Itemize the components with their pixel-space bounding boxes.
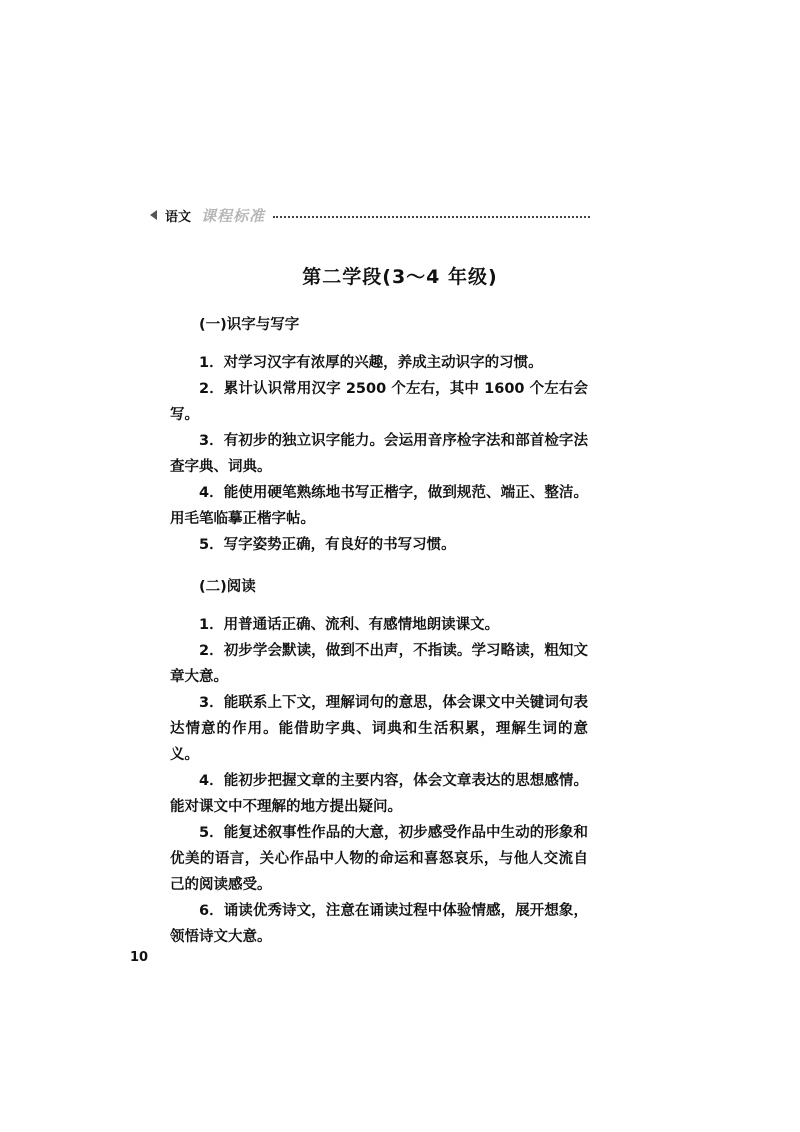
- section-literacy-writing: [170, 312, 588, 558]
- page-title: 第二学段(3～4 年级): [302, 266, 498, 288]
- running-header: [150, 204, 590, 226]
- header-dotted-rule: [273, 216, 590, 218]
- list-item: 1．用普通话正确、流利、有感情地朗读课文。: [199, 617, 500, 633]
- triangle-left-icon: [150, 210, 157, 220]
- header-series-title: 课程标准: [201, 206, 266, 225]
- section-heading: (一)识字与写字: [199, 317, 300, 333]
- list-item: 3．有初步的独立识字能力。会运用音序检字法和部首检字法查字典、词典。: [170, 433, 588, 475]
- header-subject: 语文: [165, 209, 192, 225]
- list-item: 4．能初步把握文章的主要内容，体会文章表达的思想感情。能对课文中不理解的地方提出疑问。: [170, 773, 588, 815]
- section-heading: (二)阅读: [199, 579, 256, 595]
- body-content: [170, 312, 588, 966]
- list-item: 5．写字姿势正确，有良好的书写习惯。: [199, 537, 456, 553]
- list-item: 2．初步学会默读，做到不出声，不指读。学习略读，粗知文章大意。: [170, 643, 588, 685]
- list-item: 2．累计认识常用汉字 2500 个左右，其中 1600 个左右会写。: [170, 381, 588, 423]
- section-reading: [170, 574, 588, 950]
- list-item: 4．能使用硬笔熟练地书写正楷字，做到规范、端正、整洁。用毛笔临摹正楷字帖。: [170, 485, 588, 527]
- list-item: 6．诵读优秀诗文，注意在诵读过程中体验情感，展开想象，领悟诗文大意。: [170, 903, 588, 945]
- page-number: 10: [130, 950, 149, 965]
- list-item: 3．能联系上下文，理解词句的意思，体会课文中关键词句表达情意的作用。能借助字典、词典和生活积累，理解生词的意义。: [170, 695, 588, 763]
- list-item: 5．能复述叙事性作品的大意，初步感受作品中生动的形象和优美的语言，关心作品中人物的命运和喜怒哀乐，与他人交流自己的阅读感受。: [170, 825, 588, 893]
- list-item: 1．对学习汉字有浓厚的兴趣，养成主动识字的习惯。: [199, 355, 543, 371]
